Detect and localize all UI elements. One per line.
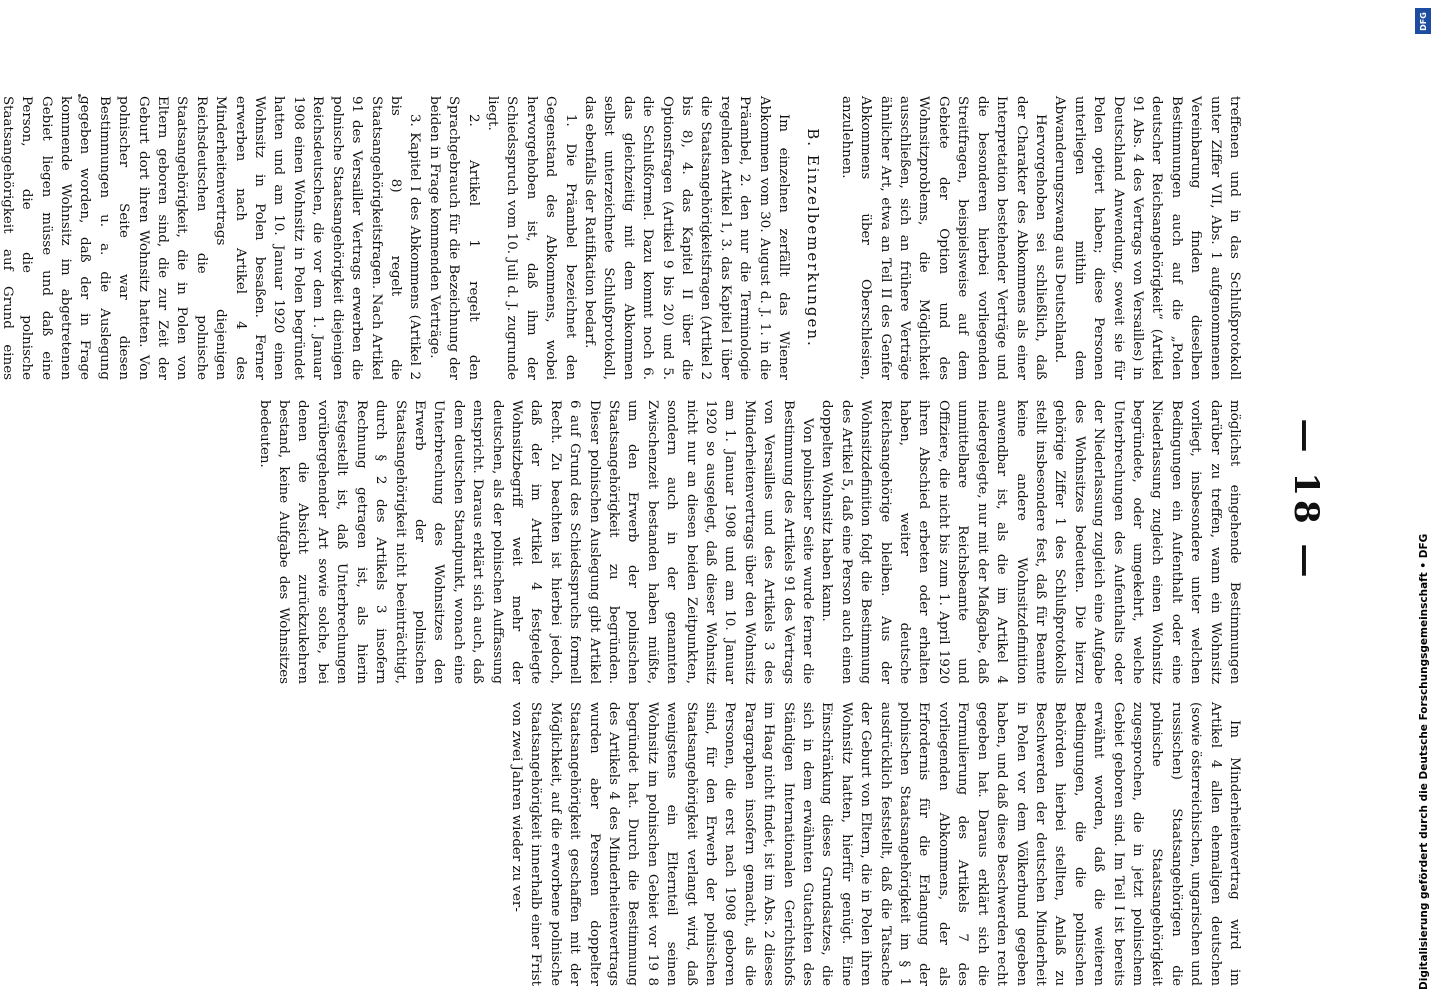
paragraph: Von polnischer Seite wurde ferner die Bestimmung des Artikels 91 des Vertrags von Versailles und des Artikels 3 des Minderheitenvertrags über den Wohnsitz am 1. Januar 1908 und am 10. Januar 1920 so ausgelegt, daß dieser Wohnsitz nicht nur an diesen beiden Zeitpunkten, sondern auch in der genannten Zwischenzeit bestanden haben müßte, um den Erwerb der polnischen Staatsangehörigkeit zu begründen. Dieser polnischen Auslegung gibt Artikel 6 auf Grund des Schiedsspruchs formell Recht. Zu beachten ist hierbei jedoch, daß der im Artikel 4 festgelegte Wohnsitzbegriff weit mehr der deutschen, als der polnischen Auffassung entspricht. Daraus erklärt sich auch, daß dem deutschen Standpunkt, wonach eine Unterbrechung des Wohnsitzes den Erwerb der polnischen Staatsangehörigkeit nicht beeinträchtigt, durch § 2 des Artikels 3 insofern Rechnung getragen ist, als hierin festgestellt ist, daß Unterbrechungen vorübergehender Art sowie solche, bei denen die Absicht zurückzukehren bestand, keine Aufgabe des Wohnsitzes bedeuten. xyxy=(256,400,816,684)
column-3-paragraphs xyxy=(507,702,1244,986)
dfg-logo-text: DFG xyxy=(1418,11,1428,31)
paragraph: Im Minderheitenvertrag wird im Artikel 4 allen ehemaligen deutschen (sowie österreichischen, ungarischen und russischen) Staatsangehörigen die polnische Staatsangehörigkeit zugesprochen, die in jetzt polnischem Gebiet geboren sind. Im Teil I ist bereits erwähnt worden, daß die weiteren Bedingungen, die die polnischen Behörden hierbei stellten, Anlaß zu Beschwerden der deutschen Minderheit in Polen vor dem Völkerbund gegeben haben, und daß diese Beschwerden recht gegeben hat. Daraus erklärt sich die Formulierung des Artikels 7 des vorliegenden Abkommens, der als Erfordernis für die Erlangung der polnischen Staatsangehörigkeit im § 1 ausdrücklich feststellt, daß die Tatsache der Geburt von Eltern, die in Polen ihren Wohnsitz hatten, hierfür genügt. Eine Einschränkung dieses Grundsatzes, die sich in dem erwähnten Gutachten des Ständigen Internationalen Gerichtshofs im Haag nicht findet, ist im Abs. 2 dieses Paragraphen insofern gemacht, als die Personen, die erst nach 1908 geboren sind, für den Erwerb der polnischen Staatsangehörigkeit verlangt wird, daß wenigstens ein Elternteil seinen Wohnsitz im polnischen Gebiet vor 19 8 begründet hat. Durch die Bestimmung des Artikels 4 des Minderheitenvertrags wurden aber Personen doppelter Staatsangehörigkeit geschaffen mit der Möglichkeit, auf die erworbene polnische Staatsangehörigkeit innerhalb einer Frist von zwei Jahren wieder zu ver- xyxy=(508,702,1242,986)
text-column-1 xyxy=(0,96,1244,380)
paragraph: Hervorgehoben sei schließlich, daß der Charakter des Abkommens als einer Interpretation bestehender Verträge und die besonderen hierbei vorliegenden Streitfragen, beispielsweise auf dem Gebiete der Option und des Wohnsitzproblems, die Möglichkeit ausschließen, sich an frühere Verträge ähnlicher Art, etwa an Teil II des Genfer Abkommens über Oberschlesien, anzulehnen. xyxy=(838,96,1048,380)
paragraph: Im einzelnen zerfällt das Wiener Abkommen vom 30. August d. J. 1. in die Präambel, 2. den nur die Terminologie regelnden Artikel 1, 3. das Kapitel I über die Staatsangehörigkeitsfragen (Artikel 2 bis 8), 4. das Kapitel II über die Optionsfragen (Artikel 9 bis 20) und 5. die Schlußformel. Dazu kommt noch 6. das gleichzeitig mit dem Abkommen selbst unterzeichnete Schlußprotokoll, das ebenfalls der Ratifikation bedarf. xyxy=(582,96,792,380)
paragraph: 2. Artikel 1 regelt den Sprachgebrauch für die Bezeichnung der beiden in Frage kommenden Verträge. xyxy=(426,96,481,380)
paragraph: möglichst eingehende Bestimmungen darüber zu treffen, wann ein Wohnsitz vorliegt, insbesondere unter welchen Bedingungen ein Aufenthalt oder eine Niederlassung zugleich einen Wohnsitz begründete, oder umgekehrt, welche Unterbrechungen des Aufenthalts oder der Niederlassung zugleich eine Aufgabe des Wohnsitzes bedeuten. Die hierzu gehörige Ziffer 1 des Schlußprotokolls stellt insbesondere fest, daß für Beamte keine andere Wohnsitzdefinition anwendbar ist, als die im Artikel 4 niedergelegte, nur mit der Maßgabe, daß unmittelbare Reichsbeamte und Offiziere, die nicht bis zum 1. April 1920 ihren Abschied erbeten oder erhalten haben, weiter deutsche Reichsangehörige bleiben. Aus der Wohnsitzdefinition folgt die Bestimmung des Artikel 5, daß eine Person auch einen doppelten Wohnsitz haben kann. xyxy=(819,400,1242,684)
digitization-credit: Digitalisierung gefördert durch die Deutsche Forschungsgemeinschaft • DFG xyxy=(1418,533,1430,990)
paragraph: 3. Kapitel I des Abkommens (Artikel 2 bis 8) regelt die Staatsangehörigkeitsfragen. Nach Artikel 91 des Versailler Vertrags erwerben die polnische Staatsangehörigkeit diejenigen Reichsdeutschen, die vor dem 1. Januar 1908 einen Wohnsitz in Polen begründet hatten und am 10. Januar 1920 einen Wohnsitz in Polen besaßen. Ferner erwerben nach Artikel 4 des Minderheitenvertrags diejenigen Reichsdeutschen die polnische Staatsangehörigkeit, die in Polen von Eltern geboren sind, die zur Zeit der Geburt dort ihren Wohnsitz hatten. Von polnischer Seite war diesen Bestimmungen u. a. die Auslegung gegeben worden, daß der in Frage kommende Wohnsitz im abgetretenen Gebiet liegen müsse und daß eine Person, die die polnische Staatsangehörigkeit auf Grund eines xyxy=(0,96,423,380)
column-2-paragraphs xyxy=(254,400,1244,684)
page-number: — 18 — xyxy=(1286,418,1326,582)
paragraph: treffenen und in das Schlußprotokoll unter Ziffer VII, Abs. 1 aufgenommenen Vereinbarung finden dieselben Bestimmungen auch auf die „Polen deutscher Reichsangehörigkeit“ (Artikel 91 Abs. 4 des Vertrags von Versailles) in Deutschland Anwendung, soweit sie für Polen optiert haben; diese Personen unterliegen mithin dem Abwanderungszwang aus Deutschland. xyxy=(1052,96,1242,380)
text-column-2 xyxy=(254,400,1244,684)
text-column-3 xyxy=(507,702,1244,986)
section-heading: B. Einzelbemerkungen. xyxy=(804,128,823,348)
column-1b-paragraphs xyxy=(0,96,793,380)
paragraph: 1. Die Präambel bezeichnet den Gegenstand des Abkommens, wobei hervorgehoben ist, daß ihm der Schiedsspruch vom 10. Juli d. J. zugrunde liegt. xyxy=(484,96,578,380)
dfg-logo xyxy=(1415,8,1431,34)
column-1-paragraphs xyxy=(836,96,1244,380)
